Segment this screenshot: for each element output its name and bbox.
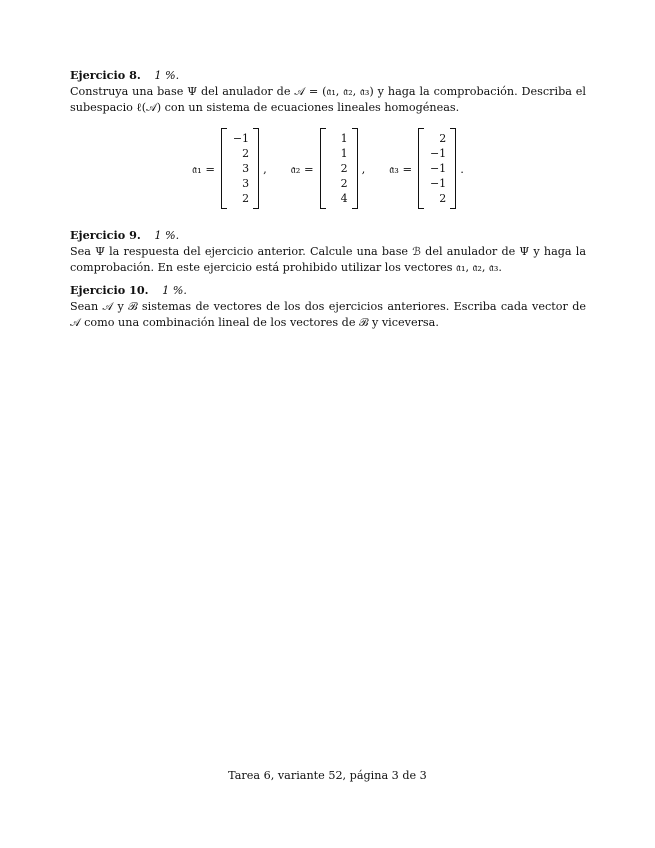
vector-a3-separator: . <box>460 161 464 176</box>
vector-entry: 3 <box>242 177 250 190</box>
exercise-10-heading <box>70 282 586 299</box>
exercise-10-title: Ejercicio 10. <box>70 283 149 297</box>
vector-entry: 2 <box>439 132 447 145</box>
vector-a1-label: 𝔞₁ = <box>192 161 216 176</box>
exercise-9-heading <box>70 227 586 244</box>
vector-entry: 1 <box>340 147 348 160</box>
exercise-8 <box>70 67 586 209</box>
exercise-9-title: Ejercicio 9. <box>70 228 141 242</box>
vector-entry: 2 <box>340 162 348 175</box>
vector-entry: 2 <box>242 192 250 205</box>
exercise-10-weight: 1 %. <box>162 284 187 297</box>
vector-a2-separator: , <box>361 161 366 176</box>
vector-entry: −1 <box>429 147 447 160</box>
exercise-9-text: Sea Ψ la respuesta del ejercicio anterior. Calcule una base ℬ del anulador de Ψ y haga la comprobación. En este ejercicio está prohibido utilizar los vectores 𝔞₁, 𝔞₂, 𝔞₃. <box>70 245 586 274</box>
vector-entry: 4 <box>340 192 348 205</box>
vector-a3 <box>389 128 464 209</box>
exercise-8-text: Construya una base Ψ del anulador de 𝒜 = (𝔞₁, 𝔞₂, 𝔞₃) y haga la comprobación. Describa el subespacio ℓ(𝒜) con un sistema de ecuaciones lineales homogéneas. <box>70 85 586 114</box>
document-body <box>70 67 586 337</box>
exercise-8-weight: 1 %. <box>154 69 180 82</box>
exercise-8-heading <box>70 67 586 84</box>
vector-a3-label: 𝔞₃ = <box>389 161 413 176</box>
vector-entry: −1 <box>429 162 447 175</box>
vector-a3-matrix <box>418 128 456 209</box>
vector-a1-separator: , <box>263 161 267 176</box>
vector-entry: 3 <box>242 162 250 175</box>
exercise-10-text: Sean 𝒜 y ℬ sistemas de vectores de los dos ejercicios anteriores. Escriba cada vector de 𝒜 como una combinación lineal de los vectores de ℬ y viceversa. <box>70 300 586 329</box>
vector-a2-label: 𝔞₂ = <box>290 161 314 176</box>
exercise-9 <box>70 227 586 276</box>
page-footer: Tarea 6, variante 52, página 3 de 3 <box>228 769 427 782</box>
vector-a2 <box>291 128 366 209</box>
exercise-10 <box>70 282 586 331</box>
vector-a1 <box>192 128 267 209</box>
vector-entry: 2 <box>242 147 250 160</box>
vector-entry: −1 <box>429 177 447 190</box>
vector-a1-matrix <box>221 128 259 209</box>
vector-entry: 1 <box>340 132 348 145</box>
vector-a2-matrix <box>320 128 358 209</box>
vector-entry: −1 <box>232 132 250 145</box>
exercise-8-title: Ejercicio 8. <box>70 68 141 82</box>
vector-entry: 2 <box>340 177 348 190</box>
vector-entry: 2 <box>439 192 447 205</box>
vector-definitions <box>70 128 586 209</box>
exercise-9-weight: 1 %. <box>154 229 180 242</box>
